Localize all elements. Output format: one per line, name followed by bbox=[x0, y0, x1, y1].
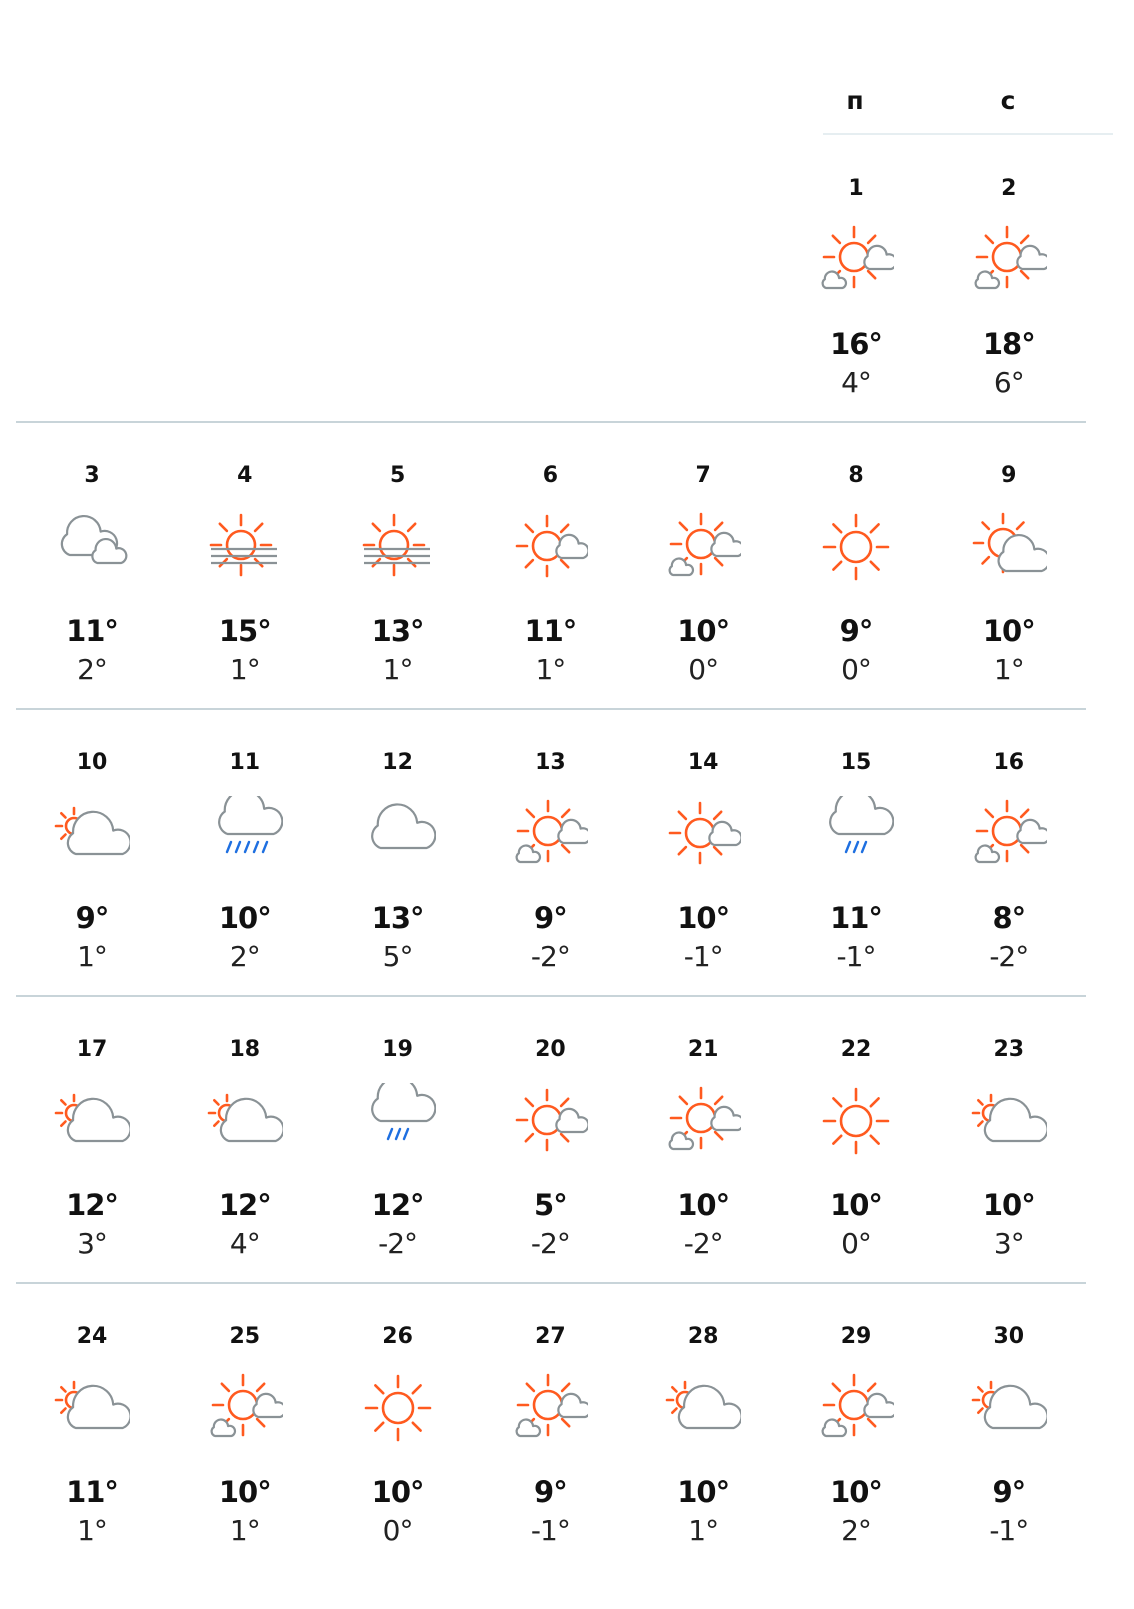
week-row bbox=[16, 423, 1086, 710]
max-temperature: 13° bbox=[371, 901, 424, 935]
max-temperature: 5° bbox=[534, 1188, 567, 1222]
max-temperature: 9° bbox=[992, 1475, 1026, 1509]
max-temperature: 12° bbox=[66, 1188, 118, 1222]
min-temperature: 4° bbox=[229, 1227, 260, 1260]
min-temperature: -2° bbox=[530, 1227, 570, 1260]
day-number: 11 bbox=[229, 750, 261, 775]
day-cell[interactable] bbox=[933, 423, 1085, 710]
sun-small-cloud-icon bbox=[665, 796, 741, 872]
sun-cloud-small-cloud-icon bbox=[512, 1370, 588, 1446]
day-number: 12 bbox=[382, 750, 413, 775]
sun-icon bbox=[818, 509, 894, 585]
min-temperature: 3° bbox=[993, 1227, 1024, 1260]
day-number: 24 bbox=[76, 1324, 108, 1349]
max-temperature: 12° bbox=[218, 1188, 271, 1222]
partly-cloudy-icon bbox=[54, 796, 130, 872]
day-cell[interactable] bbox=[474, 423, 626, 710]
day-cell[interactable] bbox=[627, 1284, 779, 1571]
min-temperature: 0° bbox=[841, 653, 871, 686]
day-cell[interactable] bbox=[474, 710, 626, 997]
sun-small-cloud-icon bbox=[512, 509, 588, 585]
day-number: 14 bbox=[687, 750, 719, 775]
min-temperature: -2° bbox=[683, 1227, 723, 1260]
week-row bbox=[16, 997, 1086, 1284]
min-temperature: 1° bbox=[229, 653, 260, 686]
day-number: 29 bbox=[840, 1324, 872, 1349]
max-temperature: 11° bbox=[830, 901, 882, 935]
day-number: 6 bbox=[542, 463, 559, 488]
min-temperature: 0° bbox=[688, 653, 719, 686]
day-number: 2 bbox=[1001, 176, 1017, 201]
max-temperature: 11° bbox=[524, 614, 577, 648]
day-cell[interactable] bbox=[16, 710, 168, 997]
max-temperature: 18° bbox=[982, 327, 1035, 361]
overcast-clouds-icon bbox=[54, 509, 130, 585]
day-cell[interactable] bbox=[933, 136, 1085, 423]
min-temperature: 5° bbox=[382, 940, 413, 973]
day-number: 26 bbox=[382, 1324, 413, 1349]
max-temperature: 10° bbox=[830, 1475, 882, 1509]
max-temperature: 10° bbox=[982, 614, 1035, 648]
week-row bbox=[16, 1284, 1086, 1571]
min-temperature: -2° bbox=[989, 940, 1029, 973]
min-temperature: 2° bbox=[229, 940, 260, 973]
min-temperature: 4° bbox=[841, 366, 871, 399]
min-temperature: -1° bbox=[989, 1514, 1029, 1547]
day-cell[interactable] bbox=[933, 1284, 1085, 1571]
sun-big-cloud-icon bbox=[971, 509, 1047, 585]
day-cell[interactable] bbox=[627, 423, 779, 710]
min-temperature: 6° bbox=[993, 366, 1024, 399]
day-number: 28 bbox=[687, 1324, 719, 1349]
header-divider bbox=[823, 133, 1113, 135]
day-number: 17 bbox=[76, 1037, 108, 1062]
max-temperature: 10° bbox=[677, 1475, 730, 1509]
sun-fog-icon bbox=[360, 509, 436, 585]
day-number: 7 bbox=[695, 463, 711, 488]
day-cell[interactable] bbox=[780, 423, 932, 710]
partly-cloudy-icon bbox=[971, 1370, 1047, 1446]
day-cell[interactable] bbox=[169, 997, 321, 1284]
min-temperature: -1° bbox=[683, 940, 723, 973]
day-number: 1 bbox=[848, 176, 864, 201]
day-cell[interactable] bbox=[16, 1284, 168, 1571]
max-temperature: 12° bbox=[371, 1188, 424, 1222]
sun-cloud-small-cloud-icon bbox=[818, 222, 894, 298]
partly-cloudy-icon bbox=[54, 1083, 130, 1159]
min-temperature: -1° bbox=[530, 1514, 570, 1547]
min-temperature: 2° bbox=[77, 653, 107, 686]
max-temperature: 10° bbox=[677, 901, 730, 935]
max-temperature: 9° bbox=[839, 614, 873, 648]
day-cell[interactable] bbox=[322, 997, 474, 1284]
day-cell[interactable] bbox=[780, 136, 932, 423]
cloud-light-rain-icon bbox=[360, 1083, 436, 1159]
min-temperature: -2° bbox=[530, 940, 570, 973]
min-temperature: -1° bbox=[836, 940, 876, 973]
day-number: 13 bbox=[535, 750, 566, 775]
sun-cloud-small-cloud-icon bbox=[971, 222, 1047, 298]
day-number: 4 bbox=[237, 463, 253, 488]
cloud-heavy-rain-icon bbox=[207, 796, 283, 872]
max-temperature: 8° bbox=[992, 901, 1026, 935]
day-cell[interactable] bbox=[322, 1284, 474, 1571]
sun-cloud-small-cloud-icon bbox=[971, 796, 1047, 872]
day-cell[interactable] bbox=[933, 997, 1085, 1284]
min-temperature: 3° bbox=[77, 1227, 107, 1260]
day-number: 5 bbox=[389, 463, 406, 488]
day-number: 9 bbox=[1001, 463, 1017, 488]
day-number: 21 bbox=[687, 1037, 719, 1062]
day-cell[interactable] bbox=[16, 423, 168, 710]
max-temperature: 10° bbox=[830, 1188, 882, 1222]
min-temperature: 1° bbox=[535, 653, 566, 686]
max-temperature: 10° bbox=[371, 1475, 424, 1509]
weekday-monday: п bbox=[846, 86, 864, 115]
max-temperature: 10° bbox=[218, 1475, 271, 1509]
day-cell[interactable] bbox=[169, 423, 321, 710]
partly-cloudy-icon bbox=[971, 1083, 1047, 1159]
sun-cloud-small-cloud-icon bbox=[512, 796, 588, 872]
week-row bbox=[16, 136, 1086, 423]
day-number: 10 bbox=[76, 750, 108, 775]
max-temperature: 13° bbox=[371, 614, 424, 648]
min-temperature: 1° bbox=[993, 653, 1024, 686]
max-temperature: 10° bbox=[982, 1188, 1035, 1222]
day-number: 3 bbox=[84, 463, 100, 488]
day-cell[interactable] bbox=[780, 710, 932, 997]
day-cell[interactable] bbox=[780, 1284, 932, 1571]
sun-fog-icon bbox=[207, 509, 283, 585]
sun-cloud-small-cloud-icon bbox=[818, 1370, 894, 1446]
min-temperature: 1° bbox=[382, 653, 413, 686]
day-number: 23 bbox=[993, 1037, 1025, 1062]
day-cell[interactable] bbox=[780, 997, 932, 1284]
partly-cloudy-icon bbox=[665, 1370, 741, 1446]
day-cell[interactable] bbox=[169, 1284, 321, 1571]
day-cell[interactable] bbox=[627, 997, 779, 1284]
day-number: 22 bbox=[840, 1037, 872, 1062]
max-temperature: 9° bbox=[534, 901, 567, 935]
max-temperature: 11° bbox=[66, 1475, 118, 1509]
day-number: 25 bbox=[229, 1324, 261, 1349]
partly-cloudy-icon bbox=[54, 1370, 130, 1446]
min-temperature: -2° bbox=[378, 1227, 418, 1260]
day-cell[interactable] bbox=[933, 710, 1085, 997]
weather-calendar bbox=[16, 0, 1086, 1609]
min-temperature: 0° bbox=[382, 1514, 413, 1547]
max-temperature: 16° bbox=[830, 327, 882, 361]
max-temperature: 11° bbox=[66, 614, 118, 648]
cloud-light-rain-icon bbox=[818, 796, 894, 872]
max-temperature: 10° bbox=[677, 1188, 730, 1222]
cloud-icon bbox=[360, 796, 436, 872]
min-temperature: 1° bbox=[77, 1514, 107, 1547]
max-temperature: 9° bbox=[75, 901, 109, 935]
min-temperature: 2° bbox=[841, 1514, 871, 1547]
sun-icon bbox=[818, 1083, 894, 1159]
sun-cloud-small-cloud-icon bbox=[207, 1370, 283, 1446]
day-cell[interactable] bbox=[169, 710, 321, 997]
day-number: 30 bbox=[993, 1324, 1025, 1349]
max-temperature: 9° bbox=[534, 1475, 567, 1509]
day-number: 15 bbox=[840, 750, 872, 775]
max-temperature: 15° bbox=[218, 614, 271, 648]
day-cell[interactable] bbox=[322, 710, 474, 997]
day-number: 27 bbox=[535, 1324, 566, 1349]
day-cell[interactable] bbox=[322, 423, 474, 710]
weekday-wednesday: с bbox=[1000, 86, 1016, 115]
min-temperature: 1° bbox=[688, 1514, 719, 1547]
min-temperature: 0° bbox=[841, 1227, 871, 1260]
day-number: 19 bbox=[382, 1037, 413, 1062]
min-temperature: 1° bbox=[77, 940, 107, 973]
max-temperature: 10° bbox=[677, 614, 730, 648]
day-cell[interactable] bbox=[627, 710, 779, 997]
day-number: 18 bbox=[229, 1037, 261, 1062]
week-row bbox=[16, 710, 1086, 997]
max-temperature: 10° bbox=[218, 901, 271, 935]
day-cell[interactable] bbox=[16, 997, 168, 1284]
day-number: 20 bbox=[535, 1037, 566, 1062]
sun-icon bbox=[360, 1370, 436, 1446]
min-temperature: 1° bbox=[229, 1514, 260, 1547]
sun-small-cloud-icon bbox=[512, 1083, 588, 1159]
day-cell[interactable] bbox=[474, 1284, 626, 1571]
sun-cloud-small-cloud-icon bbox=[665, 1083, 741, 1159]
day-number: 16 bbox=[993, 750, 1025, 775]
day-cell[interactable] bbox=[474, 997, 626, 1284]
day-number: 8 bbox=[848, 463, 864, 488]
sun-cloud-small-cloud-icon bbox=[665, 509, 741, 585]
partly-cloudy-icon bbox=[207, 1083, 283, 1159]
